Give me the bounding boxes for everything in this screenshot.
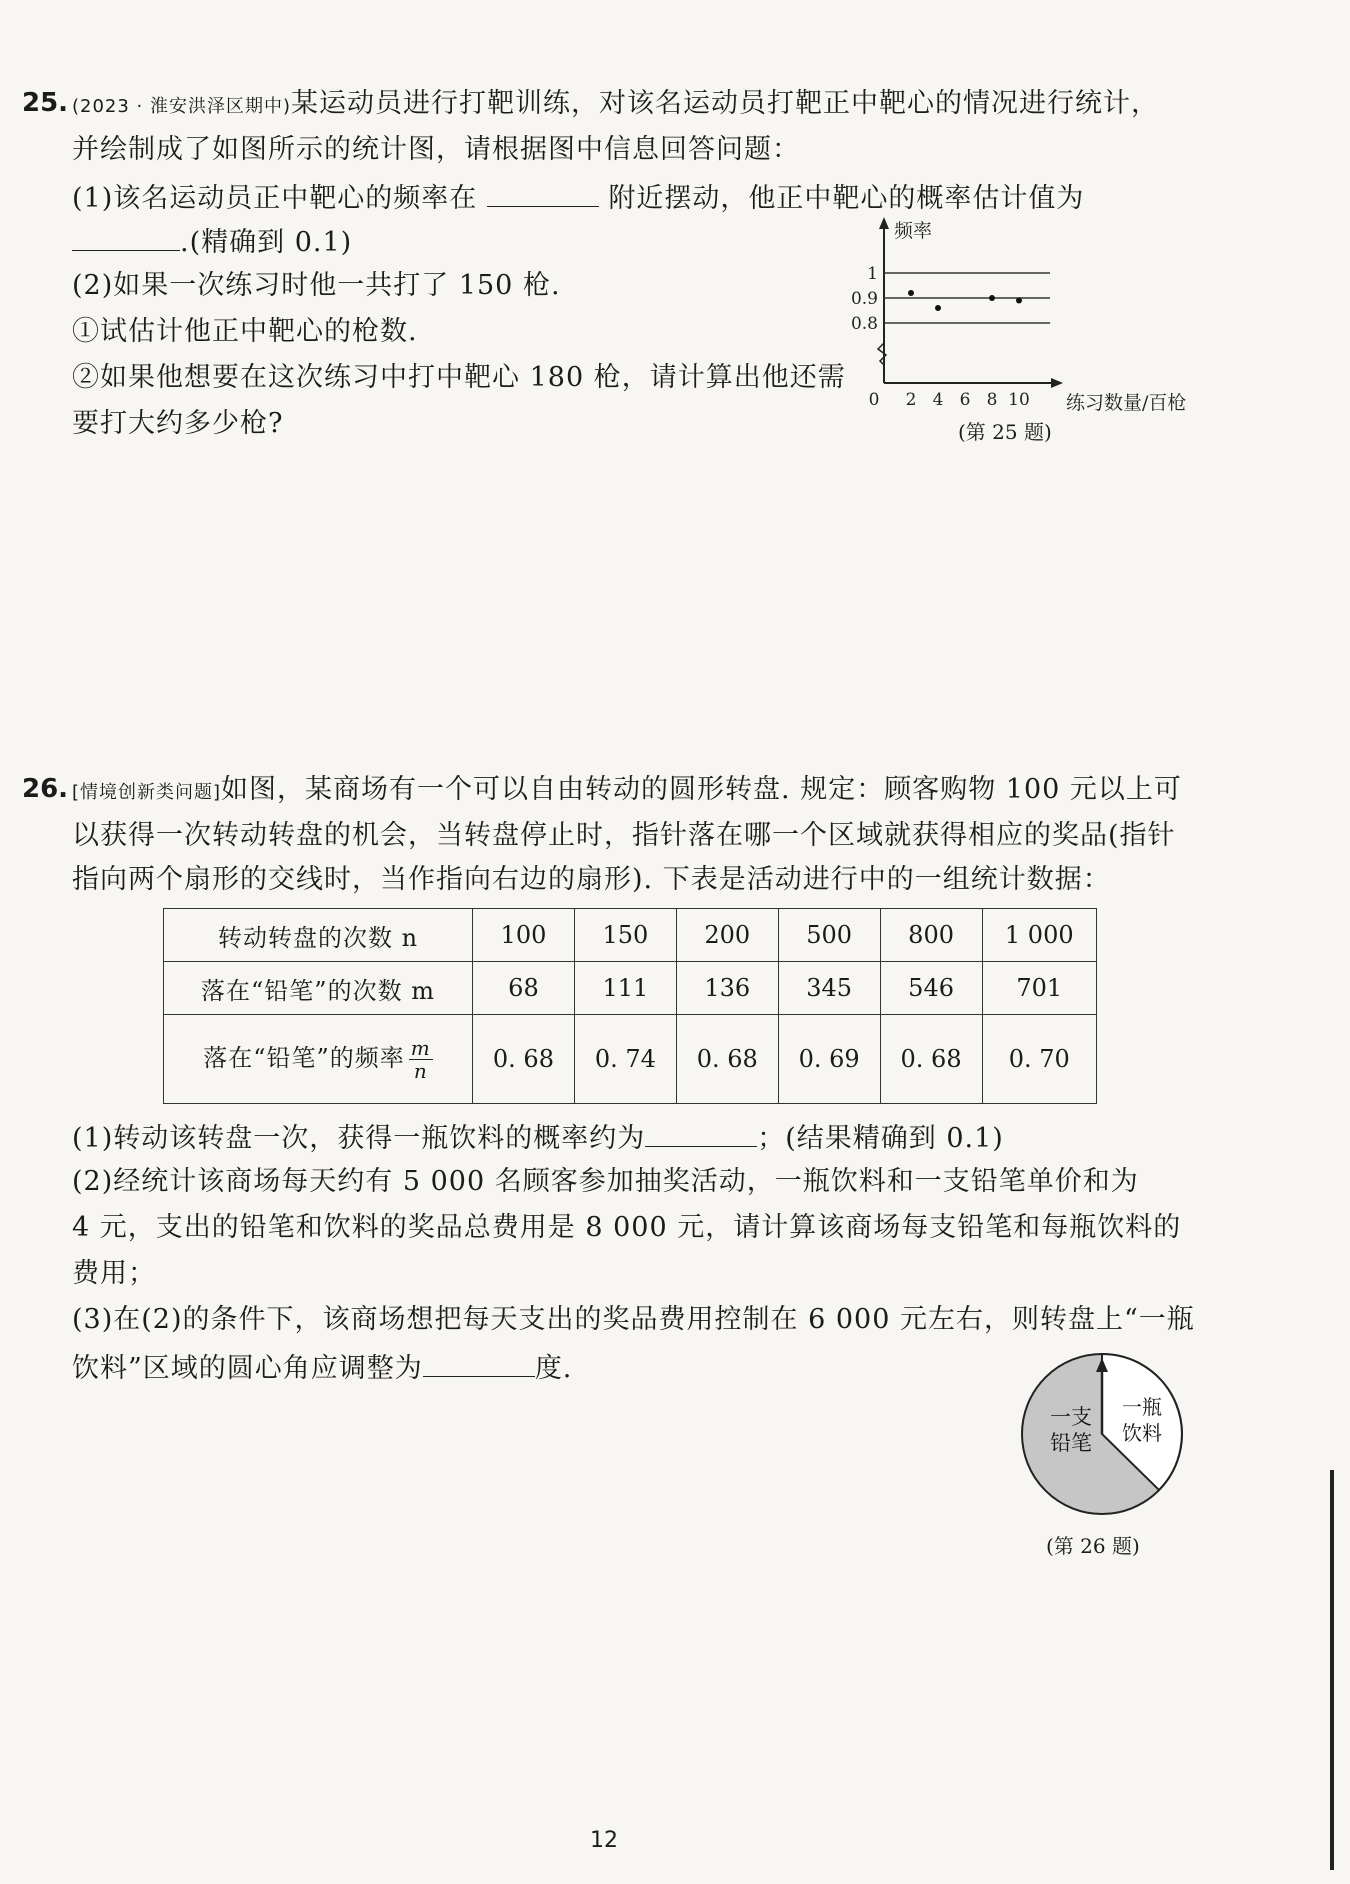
q26-part3-b — [72, 1348, 572, 1387]
data-point — [989, 295, 995, 301]
data-point — [935, 305, 941, 311]
q26-part3-text-b: 饮料”区域的圆心角应调整为 — [72, 1353, 423, 1384]
q25-text-line1: 某运动员进行打靶训练，对该名运动员打靶正中靶心的情况进行统计， — [291, 88, 1160, 119]
cell-m: 68 — [473, 962, 575, 1015]
cell-freq: 0. 68 — [880, 1015, 982, 1104]
q26-part2-a: (2)经统计该商场每天约有 5 000 名顾客参加抽奖活动，一瓶饮料和一支铅笔单价和为 — [72, 1166, 1139, 1197]
pencil-label-2: 铅笔 — [1050, 1431, 1092, 1455]
q26-part1 — [72, 1118, 1004, 1157]
y-tick-label: 0.9 — [850, 289, 878, 309]
q25-source: (2023 · 淮安洪泽区期中) — [72, 96, 292, 117]
x-tick-label: 6 — [959, 390, 971, 410]
page-number: 12 — [590, 1828, 618, 1853]
table-row — [164, 962, 1097, 1015]
q26-tag: [情境创新类问题] — [72, 782, 222, 803]
q25-part1-text-b: 附近摆动，他正中靶心的概率估计值为 — [608, 183, 1085, 214]
row-label-n: 转动转盘的次数 n — [164, 909, 473, 962]
data-point — [908, 290, 914, 296]
q25-part2: (2)如果一次练习时他一共打了 150 枪. — [72, 270, 561, 301]
x-tick-label: 0 — [868, 390, 880, 410]
frac-m-over-n — [409, 1037, 433, 1082]
q26-part2-c: 费用； — [72, 1258, 156, 1289]
y-axis-arrow — [879, 217, 889, 229]
cell-freq: 0. 69 — [778, 1015, 880, 1104]
cell-n: 500 — [778, 909, 880, 962]
cell-m: 111 — [574, 962, 676, 1015]
q25-line1 — [72, 86, 1159, 125]
q26-part2-b: 4 元，支出的铅笔和饮料的奖品总费用是 8 000 元，请计算该商场每支铅笔和每瓶饮料的 — [72, 1212, 1182, 1243]
q26-number: 26. — [22, 774, 69, 804]
table-row — [164, 1015, 1097, 1104]
cell-freq: 0. 74 — [574, 1015, 676, 1104]
spinner-diagram — [1012, 1344, 1192, 1524]
data-point — [1016, 298, 1022, 304]
q26-part3-a: (3)在(2)的条件下，该商场想把每天支出的奖品费用控制在 6 000 元左右，则转盘上“一瓶 — [72, 1304, 1195, 1335]
y-tick-label: 0.8 — [850, 314, 878, 334]
page-edge-shadow — [1330, 1470, 1334, 1870]
q26-line2: 以获得一次转动转盘的机会，当转盘停止时，指针落在哪一个区域就获得相应的奖品(指针 — [72, 820, 1176, 851]
x-tick-label: 4 — [932, 390, 944, 410]
cell-n: 1 000 — [982, 909, 1096, 962]
pencil-label-1: 一支 — [1050, 1405, 1092, 1429]
q25-line2: 并绘制成了如图所示的统计图，请根据图中信息回答问题： — [72, 134, 800, 165]
q26-stats-table — [163, 908, 1097, 1104]
cell-n: 800 — [880, 909, 982, 962]
y-tick-label: 1 — [867, 264, 878, 284]
frac-denominator: n — [413, 1058, 428, 1083]
q25-caption: (第 25 题) — [958, 420, 1052, 444]
q26-line3: 指向两个扇形的交线时，当作指向右边的扇形). 下表是活动进行中的一组统计数据： — [72, 864, 1111, 895]
q25-answer-blank-1[interactable] — [487, 178, 599, 207]
q25-part2-a: ①试估计他正中靶心的枪数. — [72, 316, 418, 347]
q25-part1 — [72, 178, 1084, 217]
q26-part1-text-a: (1)转动该转盘一次，获得一瓶饮料的概率约为 — [72, 1123, 646, 1154]
y-axis-label: 频率 — [894, 220, 933, 242]
q26-text-line1: 如图，某商场有一个可以自由转动的圆形转盘. 规定：顾客购物 100 元以上可 — [221, 774, 1182, 805]
cell-m: 136 — [676, 962, 778, 1015]
q26-part1-text-b: ；(结果精确到 0.1) — [757, 1123, 1004, 1154]
cell-freq: 0. 70 — [982, 1015, 1096, 1104]
cell-m: 701 — [982, 962, 1096, 1015]
cell-n: 200 — [676, 909, 778, 962]
cell-n: 150 — [574, 909, 676, 962]
q25-part1-text-a: (1)该名运动员正中靶心的频率在 — [72, 183, 478, 214]
drink-label-2: 饮料 — [1122, 1421, 1162, 1445]
x-tick-label: 8 — [986, 390, 998, 410]
x-tick-label: 2 — [905, 390, 917, 410]
cell-freq: 0. 68 — [473, 1015, 575, 1104]
cell-m: 546 — [880, 962, 982, 1015]
row-label-freq — [164, 1015, 473, 1104]
x-axis-arrow — [1051, 378, 1063, 388]
table-row — [164, 909, 1097, 962]
q25-part1-cont — [72, 222, 352, 261]
q26-line1 — [72, 772, 1182, 811]
row-label-freq-text: 落在“铅笔”的频率 — [203, 1043, 405, 1072]
q26-answer-blank-2[interactable] — [423, 1348, 535, 1377]
cell-m: 345 — [778, 962, 880, 1015]
q25-part2-b1: ②如果他想要在这次练习中打中靶心 180 枪，请计算出他还需 — [72, 362, 846, 393]
q26-answer-blank-1[interactable] — [645, 1118, 757, 1147]
q25-answer-blank-2[interactable] — [72, 222, 180, 251]
row-label-m: 落在“铅笔”的次数 m — [164, 962, 473, 1015]
cell-n: 100 — [473, 909, 575, 962]
q25-part1-text-c: .(精确到 0.1) — [180, 227, 353, 258]
q25-part2-b2: 要打大约多少枪? — [72, 408, 284, 439]
drink-label-1: 一瓶 — [1122, 1395, 1162, 1419]
q25-number: 25. — [22, 88, 69, 118]
x-axis-label: 练习数量/百枪 — [1066, 392, 1187, 414]
q26-caption: (第 26 题) — [1046, 1534, 1140, 1558]
q26-part3-text-c: 度. — [534, 1353, 573, 1384]
q25-frequency-chart — [840, 215, 1210, 425]
x-tick-label: 10 — [1008, 390, 1030, 410]
frac-numerator: m — [410, 1035, 431, 1060]
cell-freq: 0. 68 — [676, 1015, 778, 1104]
